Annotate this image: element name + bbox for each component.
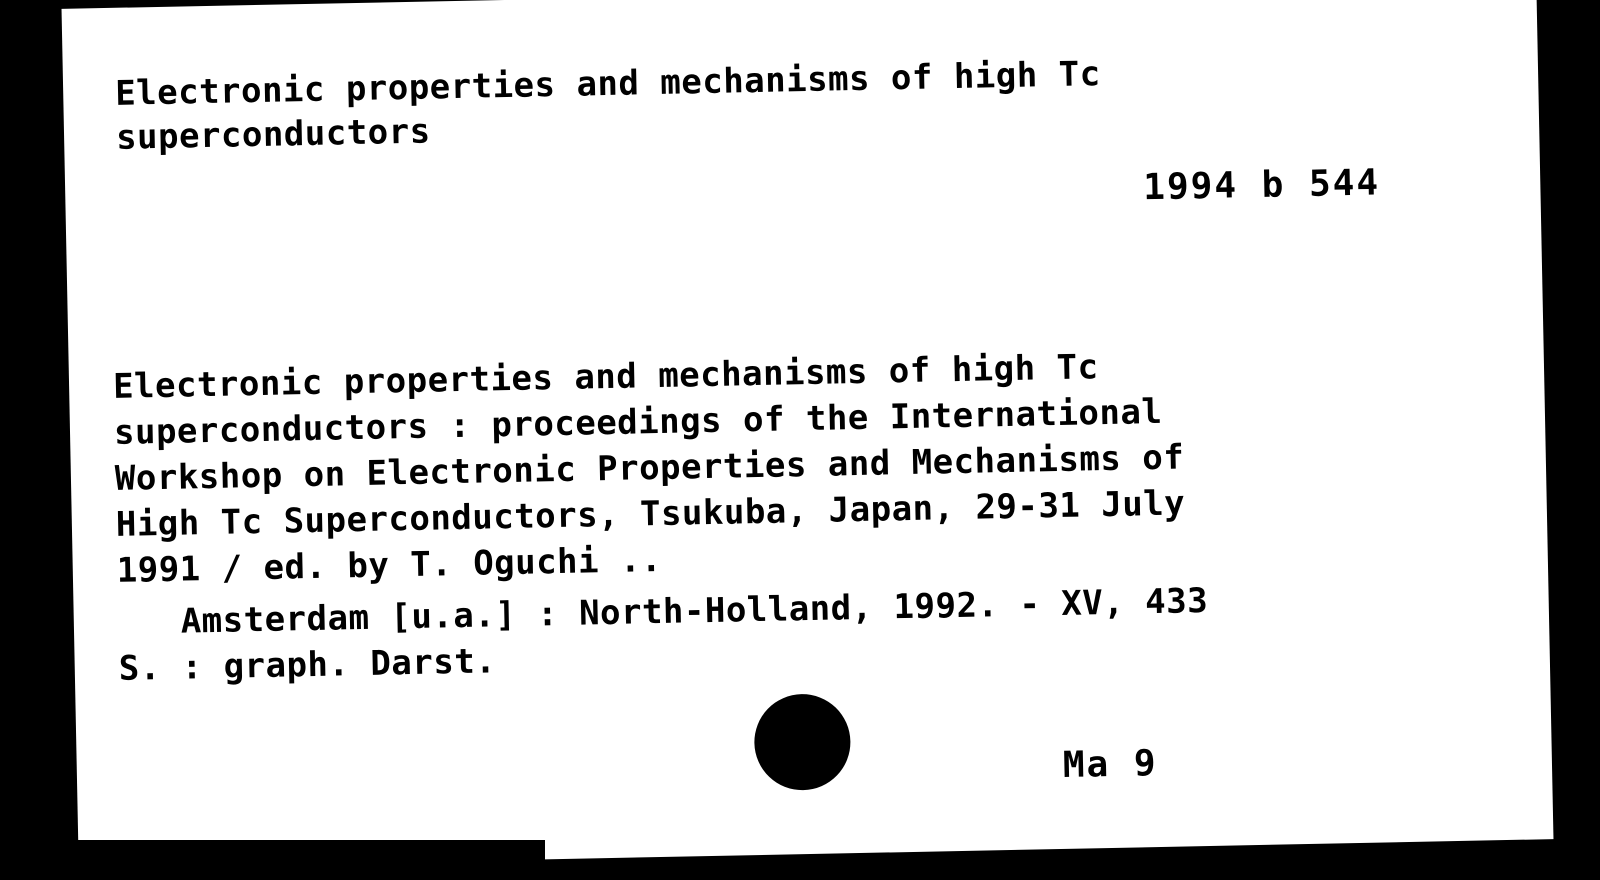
bibliographic-line-1: Electronic properties and mechanisms of high Tc [112,347,1099,407]
imprint-line-2: S. : graph. Darst. [118,641,497,689]
location-code: Ma 9 [1062,743,1158,786]
bibliographic-line-5: 1991 / ed. by T. Oguchi .. [116,539,663,591]
bibliographic-line-2: superconductors : proceedings of the International [113,391,1163,453]
catalogue-card [62,0,1554,869]
card-content [62,0,1554,869]
card-header-line-1: Electronic properties and mechanisms of high Tc [114,54,1102,114]
card-header-line-2: superconductors [115,111,432,158]
bibliographic-line-4: High Tc Superconductors, Tsukuba, Japan, 29-31 July [115,483,1186,545]
scan-edge-bottom [0,874,1600,880]
bibliographic-line-3: Workshop on Electronic Properties and Mechanisms of [114,437,1185,499]
shelf-signature: 1994 b 544 [1142,162,1381,209]
hole-punch-mark [753,693,851,791]
imprint-line-1: Amsterdam [u.a.] : North-Holland, 1992. - XV, 433 [117,581,1209,643]
